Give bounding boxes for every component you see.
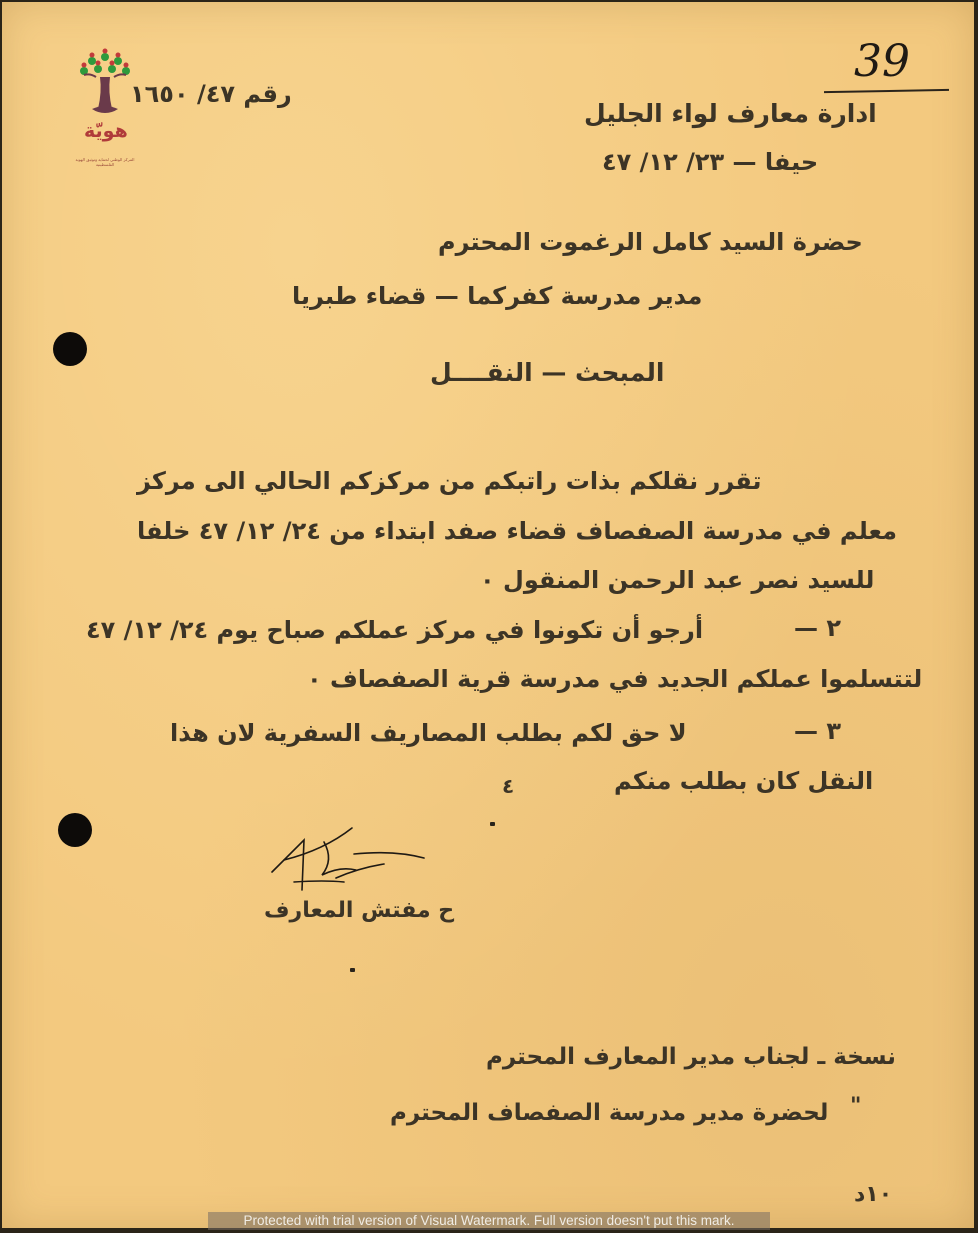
subject-line: المبحث — النقــــل xyxy=(430,358,665,387)
page-number-underline xyxy=(824,89,949,93)
punch-hole-bottom xyxy=(58,813,92,847)
body-paragraph-line-3: للسيد نصر عبد الرحمن المنقول ٠ xyxy=(480,566,875,594)
place-and-date: حيفا — ٢٣/ ١٢/ ٤٧ xyxy=(602,148,819,176)
document-page xyxy=(2,2,974,1228)
archive-logo-word: هويّة xyxy=(84,120,128,142)
addressee-name: حضرة السيد كامل الرغموت المحترم xyxy=(438,228,863,256)
signatory-title: ح مفتش المعارف xyxy=(264,898,455,923)
item-2-line-2: لتتسلموا عملكم الجديد في مدرسة قرية الصفصاف ٠ xyxy=(307,665,923,693)
body-paragraph-line-2: معلم في مدرسة الصفصاف قضاء صفد ابتداء من ٢٤/ ١٢/ ٤٧ خلفا xyxy=(137,517,897,545)
item-3-mark: ٤ xyxy=(502,774,515,798)
archive-logo-caption: المركز الوطني لحماية وتوثيق الهوية الفلسطينية xyxy=(75,157,135,167)
copy-recipient-2-marker: " xyxy=(850,1094,862,1119)
issuing-office: ادارة معارف لواء الجليل xyxy=(584,99,877,128)
body-paragraph-line-1: تقرر نقلكم بذات راتبكم من مركزكم الحالي الى مركز xyxy=(137,467,762,495)
copy-recipient-2: لحضرة مدير مدرسة الصفصاف المحترم xyxy=(390,1100,829,1126)
trial-watermark: Protected with trial version of Visual Watermark. Full version doesn't put this mark. xyxy=(208,1212,770,1230)
handwritten-page-number: 39 xyxy=(854,36,910,87)
item-3-number: ٣ — xyxy=(794,717,842,745)
archive-logo-icon xyxy=(72,47,138,172)
item-3-line-2: النقل كان بطلب منكم xyxy=(614,767,874,795)
punch-hole-top xyxy=(53,332,87,366)
reference-number: رقم ٤٧/ ١٦٥٠ xyxy=(130,80,292,108)
ink-speck xyxy=(350,968,355,972)
footer-code: ١٠د xyxy=(854,1182,893,1207)
ink-speck xyxy=(490,822,495,826)
item-2-line-1: أرجو أن تكونوا في مركز عملكم صباح يوم ٢٤/ ١٢/ ٤٧ xyxy=(86,616,704,644)
handwritten-signature-icon xyxy=(264,820,439,900)
addressee-title: مدير مدرسة كفركما — قضاء طبريا xyxy=(292,282,703,310)
copy-recipient-1: نسخة ـ لجناب مدير المعارف المحترم xyxy=(486,1044,896,1070)
item-2-number: ٢ — xyxy=(794,614,842,642)
item-3-line-1: لا حق لكم بطلب المصاريف السفرية لان هذا xyxy=(170,719,687,747)
